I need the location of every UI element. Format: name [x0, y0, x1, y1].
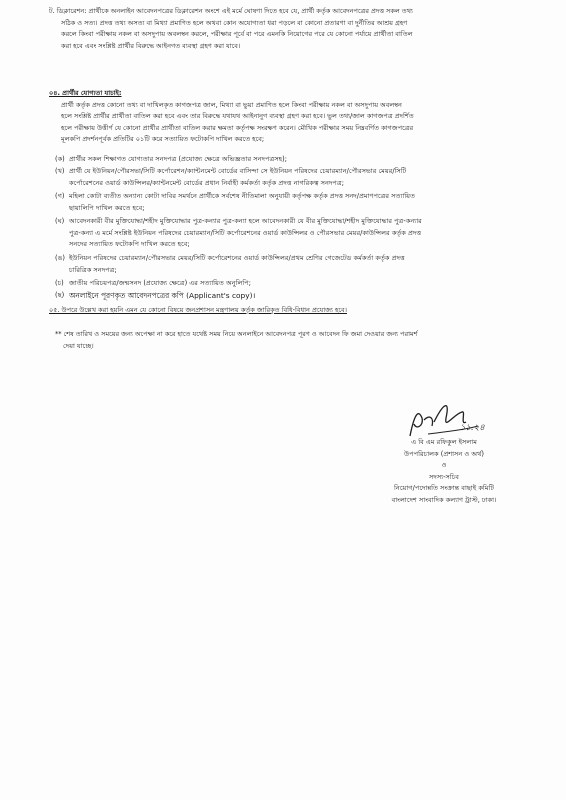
section-04-line: হলে সংশ্লিষ্ট প্রার্থীর প্রার্থীতা বাতিল করা হবে এবং তার বিরুদ্ধে যথাযথ আইনানুগ ব্যবস্থা গ্রহণ করা হবে। ভুল তথ্য/জাল কাগজপত্র প্রদর্শিত	[61, 112, 414, 121]
list-item	[55, 154, 531, 166]
section-04	[49, 88, 529, 146]
note	[55, 329, 531, 352]
list-item	[55, 216, 531, 252]
signatory-organization: বাংলাদেশ সাংবাদিক কল্যাণ ট্রাস্ট, ঢাকা।	[391, 495, 497, 504]
signatory-name: এ বি এম রফিকুল ইসলাম	[411, 438, 477, 446]
list-text	[69, 216, 422, 251]
signature-block	[352, 437, 536, 506]
list-text	[69, 191, 415, 214]
note-line: ** শেষ তারিখ ও সময়ের জন্য অপেক্ষা না করে হাতে যথেষ্ট সময় নিয়ে অনলাইনে আবেদনপত্র পূরণ ও আবেদন ফি জমা দেওয়ার জন্য পরামর্শ	[55, 330, 418, 338]
list-item	[55, 253, 531, 277]
list-item	[55, 290, 531, 302]
section-t-line: সঠিক ও সত্য। প্রদত্ত তথ্য অসত্য বা মিথ্যা প্রমাণিত হলে অথবা কোন অযোগ্যতা ধরা পড়লে বা কোনো প্রতারণা বা দুর্নীতির আশ্রয় গ্রহণ	[61, 18, 408, 27]
list-line: প্রার্থীর সকল শিক্ষাগত যোগ্যতার সনদপত্র (প্রযোজ্য ক্ষেত্রে অভিজ্ঞতার সনদপত্রসহ);	[69, 155, 287, 163]
list-line: কর্পোরেশনের ওয়ার্ড কাউন্সিলর/ক্যান্টনমেন্ট বোর্ডের প্রধান নির্বাহী কর্মকর্তা কর্তৃক প্রদত্ত নাগরিকত্ব সনদপত্র;	[69, 178, 344, 187]
section-04-line: হলে পরীক্ষায় উত্তীর্ণ যে কোনো প্রার্থীর প্রার্থীতা বাতিল করার ক্ষমতা কর্তৃপক্ষ সংরক্ষণ করেন। মৌখিক পরীক্ষার সময় নিম্নবর্ণিত কাগজপত্রের	[61, 123, 414, 132]
list-line: প্রার্থী যে ইউনিয়ন/পৌরসভা/সিটি কর্পোরেশন/ক্যান্টনমেন্ট বোর্ডের বাসিন্দা সে ইউনিয়ন পরিষদের চেয়ারম্যান/পৌরসভার মেয়র/সিটি	[69, 167, 407, 175]
signatory-conjunction: ও	[441, 461, 447, 469]
list-item	[55, 278, 531, 290]
list-text	[69, 253, 405, 276]
section-t-line: ট. ডিক্লারেশন: প্রার্থীকে অনলাইন আবেদনপত্রের ডিক্লারেশন অংশে এই মর্মে ঘোষণা দিতে হবে যে, প্রার্থী কর্তৃক আবেদনপত্রের প্রদত্ত সকল তথ্য	[49, 7, 413, 15]
list-text	[69, 166, 406, 189]
list-text	[69, 290, 255, 302]
list-marker: (ক)	[55, 155, 65, 163]
handwritten-signature	[404, 396, 504, 442]
section-t-line: করা হবে এবং সংশ্লিষ্ট প্রার্থীর বিরুদ্ধে আইনগত ব্যবস্থা গ্রহণ করা যাবে।	[61, 41, 241, 50]
section-04-line: প্রার্থী কর্তৃক প্রদত্ত কোনো তথ্য বা দাখিলকৃত কাগজপত্র জাল, মিথ্যা বা ভুয়া প্রমাণিত হলে কিংবা পরীক্ষায় নকল বা অসদুপায় অবলম্বন	[61, 100, 402, 109]
list-line: চারিত্রিক সনদপত্র;	[69, 265, 117, 274]
list-marker: (ঙ)	[55, 254, 65, 262]
section-t-line: করলে কিংবা পরীক্ষায় নকল বা অসদুপায় অবলম্বন করলে, পরীক্ষার পূর্বে বা পরে এমনকি নিয়োগের পরে যে কোনো পর্যায়ে প্রার্থীতা বাতিল	[61, 30, 413, 39]
list-line: মহিলা কোটা ব্যতীত অন্যান্য কোটা দাবির সমর্থনে প্রার্থীকে সর্বশেষ নীতিমালা অনুযায়ী কর্তৃপক্ষ কর্তৃক প্রদত্ত সনদ/প্রমাণপত্রের সত্যায়িত	[69, 192, 416, 200]
signature-date: ১১.২৪	[460, 423, 485, 433]
section-05-line: ০৫. উপরে উল্লেখ করা হয়নি এমন যে কোনো বিষয়ে জনপ্রশাসন মন্ত্রণালয় কর্তৃক জারিকৃত বিধি-বিধান প্রযোজ্য হবে।	[49, 306, 347, 314]
list-line: পুত্র-কন্যা এ মর্মে সংশ্লিষ্ট ইউনিয়ন পরিষদের চেয়ারম্যান/সিটি কর্পোরেশনের ওয়ার্ড কাউন্সিলর ও পৌরসভার মেয়র/কাউন্সিলর কর্তৃক প্রদত্ত	[69, 228, 422, 237]
section-05	[49, 305, 529, 317]
list-line: ছায়ালিপি দাখিল করতে হবে;	[69, 203, 145, 212]
list-line: ইউনিয়ন পরিষদের চেয়ারম্যান/পৌরসভার মেয়র/সিটি কর্পোরেশনের ওয়ার্ড কাউন্সিলর/প্রথম শ্রেণির গেজেটেড কর্মকর্তা কর্তৃক প্রদত্ত	[69, 254, 405, 262]
list-line: জাতীয় পরিচয়পত্র/জন্মসনদ (প্রযোজ্য ক্ষেত্রে) এর সত্যায়িত অনুলিপি;	[69, 279, 251, 287]
list-item	[55, 191, 531, 215]
list-marker: (ঘ)	[55, 217, 65, 225]
list-line: আবেদনকারী বীর মুক্তিযোদ্ধা/শহীদ মুক্তিযোদ্ধার পুত্র-কন্যার পুত্র-কন্যা হলে আবেদনকারী যে বীর মুক্তিযোদ্ধা/শহীদ মুক্তিযোদ্ধার পুত্র-কন্যার	[69, 217, 422, 225]
list-item	[55, 166, 531, 190]
list-line: অনলাইনে পূরণকৃত আবেদনপত্রের কপি (Applicant's copy)।	[69, 291, 256, 300]
list-marker: (গ)	[55, 192, 65, 200]
signatory-committee: নিয়োগ/পদোন্নতি সংক্রান্ত বাছাই কমিটি	[394, 484, 494, 492]
list-text	[69, 278, 251, 290]
signatory-designation: উপপরিচালক (প্রশাসন ও অর্থ)	[404, 449, 484, 458]
signatory-role: সদস্য-সচিব	[429, 472, 459, 481]
list-text	[69, 154, 287, 166]
list-marker: (খ)	[55, 167, 65, 175]
list-marker: (ছ)	[55, 291, 65, 299]
section-04-heading: ০৪. প্রার্থীর যোগ্যতা যাচাই:	[49, 89, 122, 97]
note-line: দেয়া যাচ্ছে।	[63, 341, 94, 350]
list-marker: (চ)	[55, 279, 64, 287]
section-t-declaration	[49, 6, 529, 52]
list-line: সনদের সত্যায়িত ফটোকপি দাখিল করতে হবে;	[69, 240, 190, 249]
section-04-line: মূলকপি প্রদর্শনপূর্বক প্রতিটির ০১টি করে সত্যায়িত ফটোকপি দাখিল করতে হবে;	[61, 135, 265, 144]
